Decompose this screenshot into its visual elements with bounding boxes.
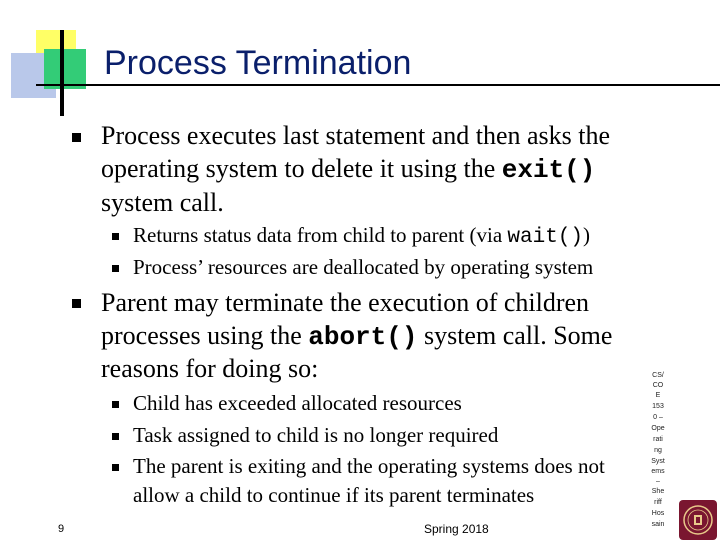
sub-bullet-returns-status: Returns status data from child to parent (via wait()) [133,223,591,249]
side-frag: 153 [652,403,664,410]
side-frag: She [651,488,665,495]
slide-number: 9 [58,523,65,535]
decor-horizontal-line [36,84,720,86]
bullet-2-line-2: processes using the abort() system call. Some [101,321,613,352]
page-title: Process Termination [104,44,412,82]
sub-bullet-resources: Process’ resources are deallocated by operating system [133,255,594,279]
sub-bullet-marker [112,433,119,440]
seal-emblem-icon [682,504,714,536]
university-seal-icon [679,500,717,540]
side-frag: Syst [651,458,665,465]
side-frag: 0 – [653,414,663,421]
code-wait: wait() [507,226,584,249]
side-frag: CO [652,382,664,389]
side-frag: – [656,478,660,485]
bullet-1-line-1: Process executes last statement and then asks the [101,121,611,150]
decor-green-square [44,49,86,89]
footer-date: Spring 2018 [424,522,489,536]
code-abort: abort() [308,322,418,352]
bullet-2-line-3: reasons for doing so: [101,354,319,383]
sub-bullet-task-not-required: Task assigned to child is no longer required [133,423,499,447]
sub-bullet-marker [112,464,119,471]
side-frag: riff [654,499,662,506]
side-frag: CS/ [652,372,664,379]
bullet-marker [72,299,81,308]
sub-bullet-exceeded: Child has exceeded allocated resources [133,391,462,415]
side-frag: Ope [651,425,665,432]
bullet-marker [72,133,81,142]
sub-bullet-marker [112,401,119,408]
bullet-2-line-1: Parent may terminate the execution of children [101,288,590,317]
sub-bullet-parent-exiting: The parent is exiting and the operating systems does not [133,454,605,478]
sub-bullet-parent-exiting-cont: allow a child to continue if its parent terminates [133,483,535,507]
code-exit: exit() [501,155,596,185]
sub-bullet-marker [112,233,119,240]
side-frag: ems [651,468,665,475]
side-frag: sain [651,521,665,528]
bullet-1-line-3: system call. [101,188,224,217]
decor-vertical-line [60,30,64,116]
sub-bullet-marker [112,265,119,272]
bullet-1-line-2: operating system to delete it using the exit() [101,154,596,185]
side-frag: rati [653,436,663,443]
side-frag: E [655,392,661,399]
side-frag: Hos [651,510,665,517]
side-frag: ng [654,447,662,454]
